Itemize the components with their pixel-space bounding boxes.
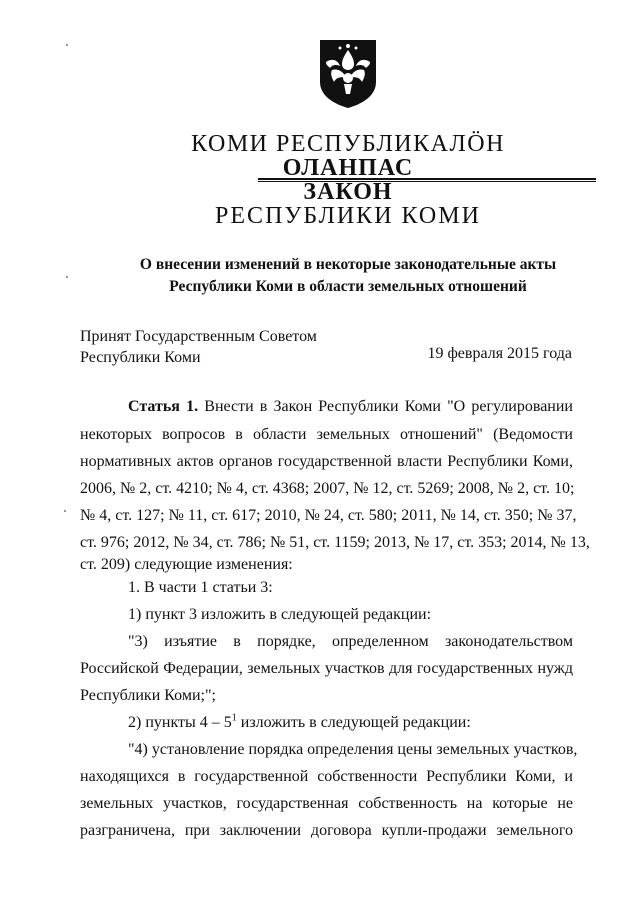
header-respubliki: РЕСПУБЛИКИ КОМИ xyxy=(215,203,481,229)
item-1-2-text: изложить в следующей редакции: xyxy=(236,714,471,731)
coat-of-arms-icon xyxy=(318,38,378,110)
adoption-line: Принят Государственным Советом xyxy=(80,328,317,345)
scan-speck xyxy=(64,510,66,512)
scan-speck xyxy=(66,276,68,278)
body-line: нормативных актов органов государственной власти Республики Коми, xyxy=(80,453,573,470)
body-line: некоторых вопросов в области земельных отношений" (Ведомости xyxy=(80,426,573,443)
adoption-note xyxy=(80,326,317,368)
superscript: 1 xyxy=(231,712,237,724)
body-line: ст. 209) следующие изменения: xyxy=(80,556,293,573)
quote-4-line: земельных участков, государственная собственность на которые не xyxy=(80,795,573,812)
header-zakon: ЗАКОН xyxy=(303,179,393,205)
item-1-2-text: 2) пункты 4 – 5 xyxy=(128,714,232,731)
article-text: Внести в Закон Республики Коми "О регулировании xyxy=(204,398,573,415)
item-1: 1. В части 1 статьи 3: xyxy=(128,579,273,596)
adoption-date: 19 февраля 2015 года xyxy=(427,345,572,362)
item-1-1: 1) пункт 3 изложить в следующей редакции: xyxy=(128,606,432,623)
item-1-2 xyxy=(128,713,471,733)
quote-4-line: находящихся в государственной собственности Республики Коми, и xyxy=(80,768,573,785)
header-olanpas: ОЛАНПАС xyxy=(282,155,414,181)
article-first-line xyxy=(128,397,573,417)
quote-4-line: разграничена, при заключении договора купли-продажи земельного xyxy=(80,822,573,839)
document-title-line: Республики Коми в области земельных отношений xyxy=(169,278,527,295)
body-line: № 4, ст. 127; № 11, ст. 617; 2010, № 24, ст. 580; 2011, № 14, ст. 350; № 37, xyxy=(80,507,577,524)
quote-3-line: Российской Федерации, земельных участков для государственных нужд xyxy=(80,660,573,677)
scan-speck xyxy=(66,44,68,46)
document-title-line: О внесении изменений в некоторые законодательные акты xyxy=(139,256,557,273)
quote-3-line: Республики Коми;"; xyxy=(80,687,216,704)
quote-3-line: "3) изъятие в порядке, определенном законодательством xyxy=(128,633,573,650)
adoption-line: Республики Коми xyxy=(80,349,201,366)
header-komi-line: КОМИ РЕСПУБЛИКАЛӦН xyxy=(191,131,505,157)
quote-4-line: "4) установление порядка определения цены земельных участков, xyxy=(128,741,578,758)
document-title xyxy=(80,254,616,298)
body-line: 2006, № 2, ст. 4210; № 4, ст. 4368; 2007, № 12, ст. 5269; 2008, № 2, ст. 10; xyxy=(80,480,575,497)
article-label: Статья 1. xyxy=(128,398,199,415)
body-line: ст. 976; 2012, № 34, ст. 786; № 51, ст. 1159; 2013, № 17, ст. 353; 2014, № 13, xyxy=(80,534,590,551)
